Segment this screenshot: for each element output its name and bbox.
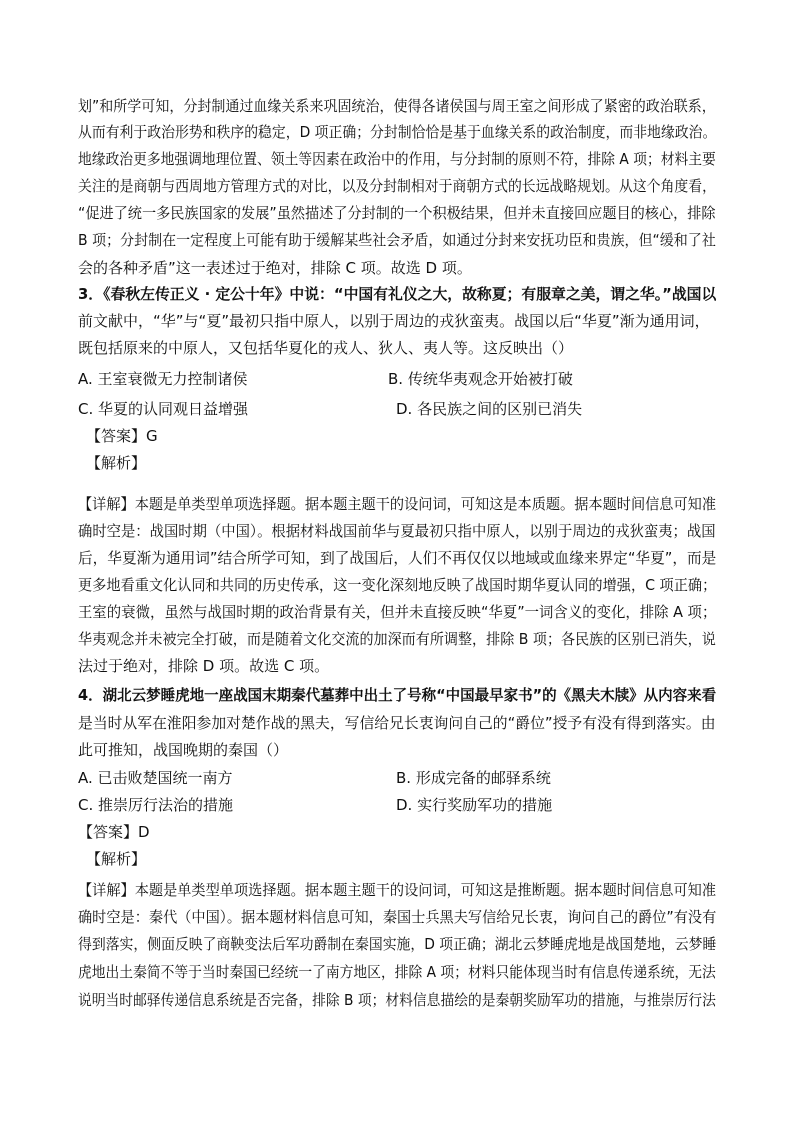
text-line: 划”和所学可知，分封制通过血缘关系来巩固统治，使得各诸侯国与周王室之间形成了紧密的政治联系， [78, 97, 716, 115]
option-a: A. 已击败楚国统一南方 [78, 769, 233, 787]
option-b: B. 传统华夷观念开始被打破 [388, 370, 573, 388]
text-line: 地缘政治更多地强调地理位置、领土等因素在政治中的作用，与分封制的原则不符，排除 A 项；材料主要 [78, 150, 716, 168]
detail-line: 确时空是：秦代（中国）。据本题材料信息可知，秦国士兵黑夫写信给兄长衷，询问自己的爵位”有没有 [78, 908, 717, 926]
answer-label: 【答案】G [86, 427, 158, 445]
detail-line: 确时空是：战国时期（中国）。根据材料战国前华与夏最初只指中原人，以别于周边的戎狄蛮夷；战国 [78, 522, 716, 540]
analysis-label: 【解析】 [86, 850, 147, 868]
text-line: 关注的是商朝与西周地方管理方式的对比，以及分封制相对于商朝方式的长远战略规划。从这个角度看， [78, 177, 716, 195]
question-stem: 既包括原来的中原人，又包括华夏化的戎人、狄人、夷人等。这反映出（） [78, 339, 574, 357]
text-line: “促进了统一多民族国家的发展”虽然描述了分封制的一个积极结果，但并未直接回应题目的核心，排除 [78, 204, 716, 222]
answer-label: 【答案】D [78, 823, 150, 841]
option-a: A. 王室衰微无力控制诸侯 [78, 370, 248, 388]
text-line: 从而有利于政治形势和秩序的稳定，D 项正确；分封制恰恰是基于血缘关系的政治制度，而非地缘政治。 [78, 123, 717, 141]
detail-line: 王室的衰微，虽然与战国时期的政治背景有关，但并未直接反映“华夏”一词含义的变化，排除 A 项； [78, 603, 717, 621]
option-c: C. 推崇厉行法治的措施 [78, 796, 234, 814]
detail-line: 虎地出土秦简不等于当时秦国已经统一了南方地区，排除 A 项；材料只能体现当时有信息传递系统，无法 [78, 963, 716, 981]
detail-line: 后，华夏渐为通用词”结合所学可知，到了战国后，人们不再仅仅以地域或血缘来界定“华夏”，而是 [78, 549, 717, 567]
question-stem: 此可推知，战国晚期的秦国（） [78, 741, 289, 759]
option-b: B. 形成完备的邮驿系统 [396, 769, 551, 787]
option-c: C. 华夏的认同观日益增强 [78, 400, 249, 418]
detail-line: 【详解】本题是单类型单项选择题。据本题主题干的设问词，可知这是推断题。据本题时间信息可知准 [78, 881, 717, 899]
text-line: B 项；分封制在一定程度上可能有助于缓解某些社会矛盾，如通过分封来安抚功臣和贵族，但“缓和了社 [78, 231, 716, 249]
detail-line: 更多地看重文化认同和共同的历史传承，这一变化深刻地反映了战国时期华夏认同的增强，C 项正确； [78, 576, 717, 594]
detail-line: 华夷观念并未被完全打破，而是随着文化交流的加深而有所调整，排除 B 项；各民族的区别已消失，说 [78, 630, 716, 648]
option-d: D. 各民族之间的区别已消失 [396, 400, 583, 418]
question-stem: 4．湖北云梦睡虎地一座战国末期秦代墓葬中出土了号称“中国最早家书”的《黑夫木牍》从内容来看 [78, 686, 717, 704]
question-stem: 前文献中，“华”与“夏”最初只指中原人，以别于周边的戎狄蛮夷。战国以后“华夏”渐为通用词， [78, 312, 710, 330]
detail-line: 【详解】本题是单类型单项选择题。据本题主题干的设问词，可知这是本质题。据本题时间信息可知准 [78, 495, 717, 513]
option-d: D. 实行奖励军功的措施 [396, 796, 553, 814]
detail-line: 得到落实，侧面反映了商鞅变法后军功爵制在秦国实施，D 项正确；湖北云梦睡虎地是战国楚地，云梦睡 [78, 935, 717, 953]
detail-line: 法过于绝对，排除 D 项。故选 C 项。 [78, 657, 330, 675]
question-stem: 是当时从军在淮阳参加对楚作战的黑夫，写信给兄长衷询问自己的“爵位”授予有没有得到落实。由 [78, 714, 716, 732]
detail-line: 说明当时邮驿传递信息系统是否完备，排除 B 项；材料信息描绘的是秦朝奖励军功的措施，与推崇厉行法 [78, 991, 716, 1009]
question-stem: 3．《春秋左传正义 · 定公十年》中说：“中国有礼仪之大，故称夏；有服章之美，谓之华。”战国以 [78, 285, 717, 303]
text-line: 会的各种矛盾”这一表述过于绝对，排除 C 项。故选 D 项。 [78, 259, 472, 277]
analysis-label: 【解析】 [86, 454, 147, 472]
